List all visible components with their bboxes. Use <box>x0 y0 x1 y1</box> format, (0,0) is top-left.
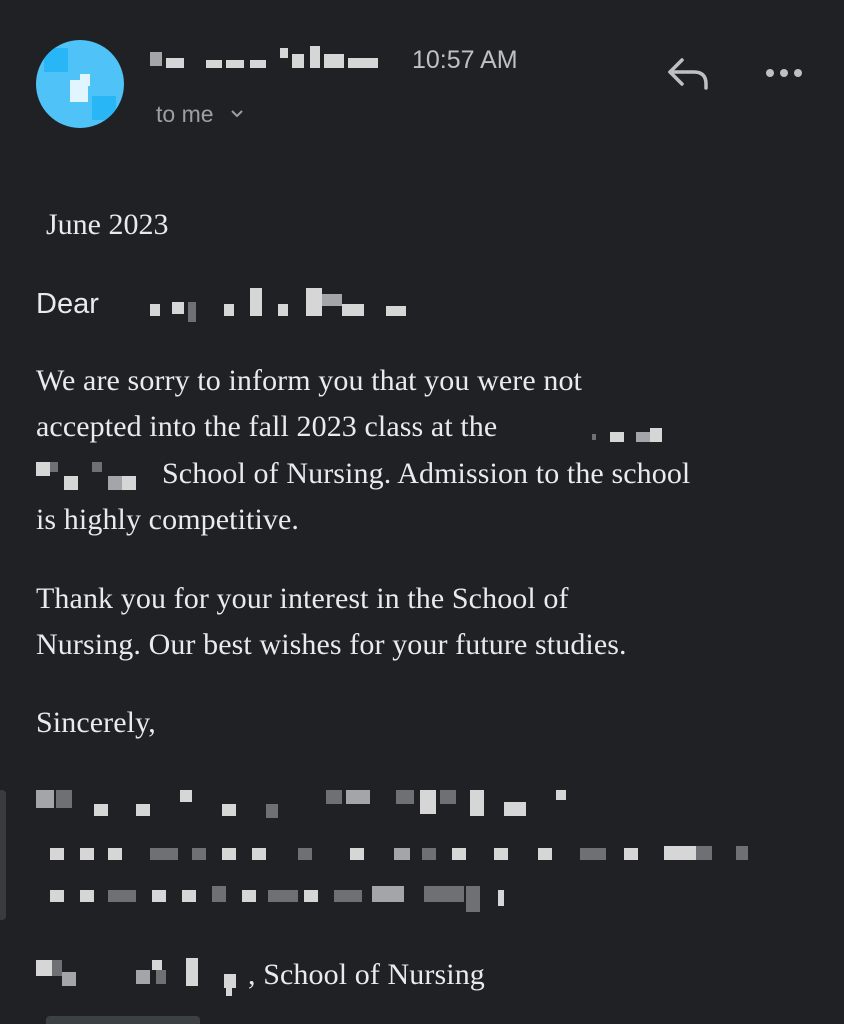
recipient-name-redacted <box>146 286 416 322</box>
sender-name-redacted <box>150 46 390 76</box>
signature-suffix: , School of Nursing <box>248 958 485 991</box>
paragraph1-line3: School of Nursing. Admission to the school <box>162 457 691 490</box>
scroll-edge-indicator <box>0 790 6 920</box>
recipient-label: to me <box>156 101 214 127</box>
reply-icon[interactable] <box>664 54 712 94</box>
sent-time: 10:57 AM <box>412 46 518 74</box>
closing: Sincerely, <box>36 706 156 739</box>
paragraph1-line1: We are sorry to inform you that you were not <box>36 364 582 397</box>
recipient-details-toggle[interactable] <box>156 98 244 128</box>
paragraph2-line2: Nursing. Our best wishes for your future studies. <box>36 628 627 661</box>
more-vert-icon[interactable] <box>762 60 806 86</box>
paragraph1-line2: accepted into the fall 2023 class at the <box>36 410 498 443</box>
avatar-pixel <box>92 96 116 120</box>
bottom-handle <box>46 1016 200 1024</box>
school-name-redacted-a <box>588 426 678 446</box>
signature-redacted <box>36 786 776 916</box>
chevron-down-icon <box>230 98 244 125</box>
salutation: Dear <box>36 288 99 320</box>
school-name-redacted-b <box>36 462 156 492</box>
avatar-pixel <box>44 48 68 72</box>
avatar-pixel <box>80 74 90 86</box>
paragraph1-line4: is highly competitive. <box>36 503 300 536</box>
signer-name-redacted <box>36 956 246 996</box>
paragraph2-line1: Thank you for your interest in the School of <box>36 582 569 615</box>
sender-avatar[interactable] <box>36 40 124 128</box>
letter-date: June 2023 <box>46 208 169 241</box>
